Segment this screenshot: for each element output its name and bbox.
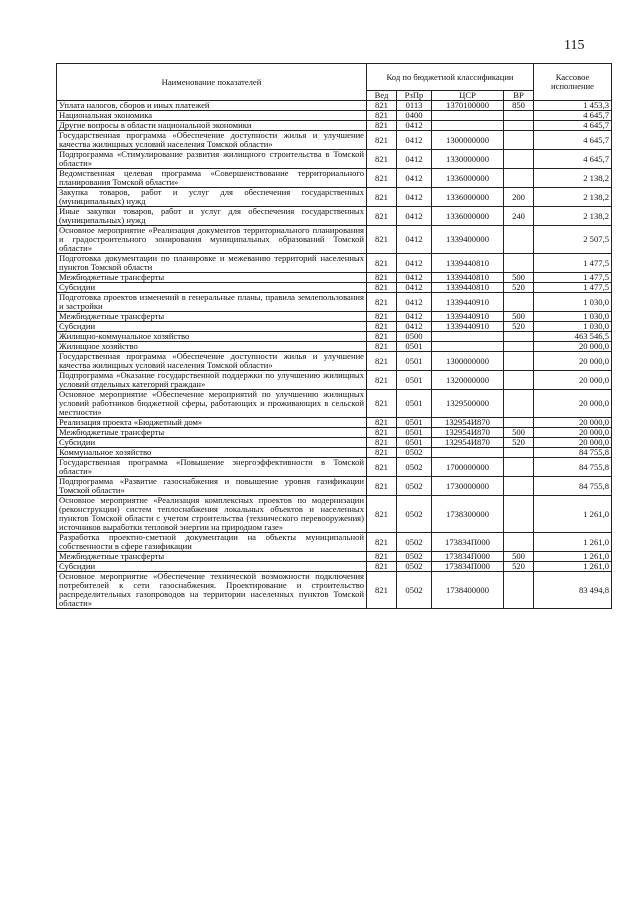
row-rzpr: 0412 [397, 188, 432, 207]
row-csr: 1339440810 [432, 254, 504, 273]
row-name: Закупка товаров, работ и услуг для обеспечения государственных (муниципальных) нужд [57, 188, 367, 207]
row-csr: 1300000000 [432, 131, 504, 150]
table-row [57, 207, 612, 226]
row-csr: 1329500000 [432, 390, 504, 418]
row-amount: 4 645,7 [534, 121, 612, 131]
row-ved: 821 [367, 169, 397, 188]
header-classification: Код по бюджетной классификации [367, 64, 534, 91]
row-rzpr: 0412 [397, 121, 432, 131]
row-ved: 821 [367, 496, 397, 533]
row-rzpr: 0412 [397, 322, 432, 332]
row-rzpr: 0412 [397, 207, 432, 226]
row-name: Разработка проектно-сметной документации на объекты муниципальной собственности в сфере газификации [57, 533, 367, 552]
row-amount: 1 261,0 [534, 496, 612, 533]
row-name: Межбюджетные трансферты [57, 552, 367, 562]
row-name: Жилищно-коммунальное хозяйство [57, 332, 367, 342]
row-amount: 463 546,5 [534, 332, 612, 342]
row-name: Национальная экономика [57, 111, 367, 121]
row-name: Уплата налогов, сборов и иных платежей [57, 101, 367, 111]
row-rzpr: 0412 [397, 254, 432, 273]
row-name: Основное мероприятие «Обеспечение технической возможности подключения потребителей к сети газоснабжения. Проектирование и строительство распределительных газопроводов на территории населенных пунктов Томской области» [57, 572, 367, 609]
row-csr: 1336000000 [432, 188, 504, 207]
table-row [57, 293, 612, 312]
row-ved: 821 [367, 552, 397, 562]
header-name: Наименование показателей [57, 64, 367, 101]
page-number: 115 [564, 38, 585, 53]
table-row [57, 458, 612, 477]
row-rzpr: 0502 [397, 477, 432, 496]
row-csr: 173834П000 [432, 562, 504, 572]
row-csr: 1336000000 [432, 207, 504, 226]
table-row [57, 101, 612, 111]
row-csr: 1738300000 [432, 496, 504, 533]
row-rzpr: 0412 [397, 169, 432, 188]
row-name: Подпрограмма «Оказание государственной поддержки по улучшению жилищных условий отдельных категорий граждан» [57, 371, 367, 390]
row-name: Субсидии [57, 322, 367, 332]
row-csr: 1730000000 [432, 477, 504, 496]
row-ved: 821 [367, 342, 397, 352]
row-name: Субсидии [57, 562, 367, 572]
row-amount: 20 000,0 [534, 428, 612, 438]
row-vr [504, 477, 534, 496]
table-row [57, 322, 612, 332]
row-ved: 821 [367, 332, 397, 342]
row-rzpr: 0502 [397, 448, 432, 458]
row-csr [432, 332, 504, 342]
row-ved: 821 [367, 448, 397, 458]
table-row [57, 332, 612, 342]
row-csr [432, 121, 504, 131]
table-row [57, 371, 612, 390]
row-vr: 240 [504, 207, 534, 226]
row-rzpr: 0502 [397, 458, 432, 477]
row-amount: 2 138,2 [534, 169, 612, 188]
row-rzpr: 0501 [397, 418, 432, 428]
row-ved: 821 [367, 207, 397, 226]
row-amount: 20 000,0 [534, 371, 612, 390]
table-row [57, 111, 612, 121]
row-name: Основное мероприятие «Обеспечение мероприятий по улучшению жилищных условий работников бюджетной сферы, работающих и проживающих в сельской местности» [57, 390, 367, 418]
row-rzpr: 0412 [397, 293, 432, 312]
row-csr: 1330000000 [432, 150, 504, 169]
row-amount: 4 645,7 [534, 111, 612, 121]
row-csr: 1738400000 [432, 572, 504, 609]
row-rzpr: 0501 [397, 428, 432, 438]
table-row [57, 572, 612, 609]
row-name: Субсидии [57, 438, 367, 448]
table-row [57, 150, 612, 169]
row-name: Подготовка проектов изменений в генеральные планы, правила землепользования и застройки [57, 293, 367, 312]
row-name: Жилищное хозяйство [57, 342, 367, 352]
row-csr: 1339440910 [432, 312, 504, 322]
row-csr: 1339400000 [432, 226, 504, 254]
row-ved: 821 [367, 477, 397, 496]
row-rzpr: 0412 [397, 226, 432, 254]
row-amount: 4 645,7 [534, 150, 612, 169]
row-ved: 821 [367, 438, 397, 448]
row-ved: 821 [367, 418, 397, 428]
row-rzpr: 0501 [397, 438, 432, 448]
row-name: Государственная программа «Обеспечение доступности жилья и улучшение качества жилищных условий населения Томской области» [57, 352, 367, 371]
row-vr [504, 254, 534, 273]
row-amount: 1 261,0 [534, 552, 612, 562]
row-ved: 821 [367, 111, 397, 121]
row-rzpr: 0412 [397, 273, 432, 283]
row-rzpr: 0501 [397, 352, 432, 371]
row-vr: 500 [504, 312, 534, 322]
row-rzpr: 0501 [397, 390, 432, 418]
row-rzpr: 0501 [397, 342, 432, 352]
table-row [57, 533, 612, 552]
row-ved: 821 [367, 273, 397, 283]
table-row [57, 390, 612, 418]
row-name: Субсидии [57, 283, 367, 293]
row-name: Реализация проекта «Бюджетный дом» [57, 418, 367, 428]
header-ved: Вед [367, 91, 397, 101]
row-name: Ведомственная целевая программа «Совершенствование территориального планирования Томской области» [57, 169, 367, 188]
row-name: Государственная программа «Обеспечение доступности жилья и улучшение качества жилищных условий населения Томской области» [57, 131, 367, 150]
row-amount: 20 000,0 [534, 390, 612, 418]
row-amount: 2 507,5 [534, 226, 612, 254]
table-row [57, 312, 612, 322]
row-rzpr: 0502 [397, 562, 432, 572]
row-vr [504, 572, 534, 609]
header-amount: Кассовое исполнение [534, 64, 612, 101]
row-vr [504, 496, 534, 533]
row-rzpr: 0113 [397, 101, 432, 111]
row-amount: 20 000,0 [534, 342, 612, 352]
row-amount: 84 755,8 [534, 448, 612, 458]
row-vr [504, 150, 534, 169]
row-csr: 132954И870 [432, 438, 504, 448]
row-vr [504, 390, 534, 418]
row-vr: 520 [504, 562, 534, 572]
row-ved: 821 [367, 390, 397, 418]
row-ved: 821 [367, 254, 397, 273]
row-ved: 821 [367, 150, 397, 169]
row-amount: 2 138,2 [534, 207, 612, 226]
row-vr [504, 226, 534, 254]
row-csr: 1370100000 [432, 101, 504, 111]
budget-table [56, 63, 612, 609]
row-ved: 821 [367, 293, 397, 312]
row-name: Основное мероприятие «Реализация документов территориального планирования и градостроительного зонирования муниципальных образований Томской области» [57, 226, 367, 254]
row-rzpr: 0502 [397, 572, 432, 609]
table-row [57, 438, 612, 448]
row-ved: 821 [367, 322, 397, 332]
row-rzpr: 0502 [397, 496, 432, 533]
row-name: Государственная программа «Повышение энергоэффективности в Томской области» [57, 458, 367, 477]
row-vr [504, 332, 534, 342]
row-amount: 84 755,8 [534, 477, 612, 496]
row-rzpr: 0502 [397, 533, 432, 552]
row-csr: 1320000000 [432, 371, 504, 390]
row-amount: 1 030,0 [534, 312, 612, 322]
row-ved: 821 [367, 533, 397, 552]
row-name: Подготовка документации по планировке и межеванию территорий населенных пунктов Томской области [57, 254, 367, 273]
row-csr: 132954И870 [432, 428, 504, 438]
row-amount: 20 000,0 [534, 418, 612, 428]
row-ved: 821 [367, 352, 397, 371]
row-ved: 821 [367, 101, 397, 111]
row-vr [504, 342, 534, 352]
table-row [57, 188, 612, 207]
table-row [57, 448, 612, 458]
row-csr [432, 448, 504, 458]
row-rzpr: 0500 [397, 332, 432, 342]
row-rzpr: 0412 [397, 283, 432, 293]
row-amount: 20 000,0 [534, 352, 612, 371]
row-name: Иные закупки товаров, работ и услуг для обеспечения государственных (муниципальных) нужд [57, 207, 367, 226]
row-name: Основное мероприятие «Реализация комплексных проектов по модернизации (реконструкции) систем теплоснабжения локальных объектов и населенных пунктов Томской области с учетом строительства (технического перевооружения) источников выработки тепловой энергии на природном газе» [57, 496, 367, 533]
table-row [57, 428, 612, 438]
row-name: Коммунальное хозяйство [57, 448, 367, 458]
row-rzpr: 0412 [397, 150, 432, 169]
row-name: Подпрограмма «Развитие газоснабжения и повышение уровня газификации Томской области» [57, 477, 367, 496]
row-csr: 1300000000 [432, 352, 504, 371]
row-csr: 1339440910 [432, 322, 504, 332]
table-row [57, 254, 612, 273]
row-vr: 520 [504, 322, 534, 332]
row-vr: 520 [504, 438, 534, 448]
table-row [57, 496, 612, 533]
row-rzpr: 0412 [397, 131, 432, 150]
row-name: Межбюджетные трансферты [57, 312, 367, 322]
row-amount: 1 477,5 [534, 273, 612, 283]
table-row [57, 552, 612, 562]
row-name: Другие вопросы в области национальной экономики [57, 121, 367, 131]
row-rzpr: 0412 [397, 312, 432, 322]
header-vr: ВР [504, 91, 534, 101]
row-rzpr: 0400 [397, 111, 432, 121]
row-vr: 850 [504, 101, 534, 111]
row-ved: 821 [367, 458, 397, 477]
table-row [57, 418, 612, 428]
row-amount: 1 261,0 [534, 533, 612, 552]
row-amount: 1 453,3 [534, 101, 612, 111]
row-amount: 20 000,0 [534, 438, 612, 448]
row-amount: 4 645,7 [534, 131, 612, 150]
row-amount: 1 477,5 [534, 283, 612, 293]
row-vr: 520 [504, 283, 534, 293]
table-row [57, 169, 612, 188]
table-body [57, 101, 612, 609]
row-vr: 500 [504, 273, 534, 283]
row-name: Подпрограмма «Стимулирование развития жилищного строительства в Томской области» [57, 150, 367, 169]
row-ved: 821 [367, 428, 397, 438]
row-vr [504, 111, 534, 121]
row-rzpr: 0501 [397, 371, 432, 390]
table-row [57, 562, 612, 572]
table-row [57, 273, 612, 283]
row-amount: 1 030,0 [534, 322, 612, 332]
row-ved: 821 [367, 572, 397, 609]
row-ved: 821 [367, 188, 397, 207]
row-amount: 2 138,2 [534, 188, 612, 207]
table-row [57, 131, 612, 150]
table-row [57, 342, 612, 352]
row-ved: 821 [367, 312, 397, 322]
row-amount: 1 261,0 [534, 562, 612, 572]
row-name: Межбюджетные трансферты [57, 273, 367, 283]
row-csr [432, 342, 504, 352]
row-ved: 821 [367, 226, 397, 254]
row-vr: 500 [504, 428, 534, 438]
row-csr: 1336000000 [432, 169, 504, 188]
row-csr: 173834П000 [432, 533, 504, 552]
row-amount: 83 494,8 [534, 572, 612, 609]
row-csr: 1339440910 [432, 293, 504, 312]
row-vr [504, 121, 534, 131]
table-row [57, 477, 612, 496]
row-ved: 821 [367, 131, 397, 150]
row-csr: 1339440810 [432, 283, 504, 293]
row-vr [504, 458, 534, 477]
row-vr [504, 448, 534, 458]
row-csr: 132954И870 [432, 418, 504, 428]
row-vr [504, 371, 534, 390]
row-vr [504, 169, 534, 188]
row-ved: 821 [367, 121, 397, 131]
row-amount: 84 755,8 [534, 458, 612, 477]
table-row [57, 283, 612, 293]
row-amount: 1 477,5 [534, 254, 612, 273]
row-vr [504, 131, 534, 150]
row-ved: 821 [367, 562, 397, 572]
row-vr [504, 352, 534, 371]
row-name: Межбюджетные трансферты [57, 428, 367, 438]
row-ved: 821 [367, 283, 397, 293]
row-vr: 500 [504, 552, 534, 562]
table-row [57, 121, 612, 131]
row-csr: 1339440810 [432, 273, 504, 283]
header-csr: ЦСР [432, 91, 504, 101]
row-ved: 821 [367, 371, 397, 390]
row-amount: 1 030,0 [534, 293, 612, 312]
row-vr [504, 533, 534, 552]
row-rzpr: 0502 [397, 552, 432, 562]
table-row [57, 226, 612, 254]
header-rzpr: РзПр [397, 91, 432, 101]
row-csr: 173834П000 [432, 552, 504, 562]
row-vr [504, 418, 534, 428]
table-row [57, 352, 612, 371]
row-csr [432, 111, 504, 121]
row-vr: 200 [504, 188, 534, 207]
row-vr [504, 293, 534, 312]
row-csr: 1700000000 [432, 458, 504, 477]
